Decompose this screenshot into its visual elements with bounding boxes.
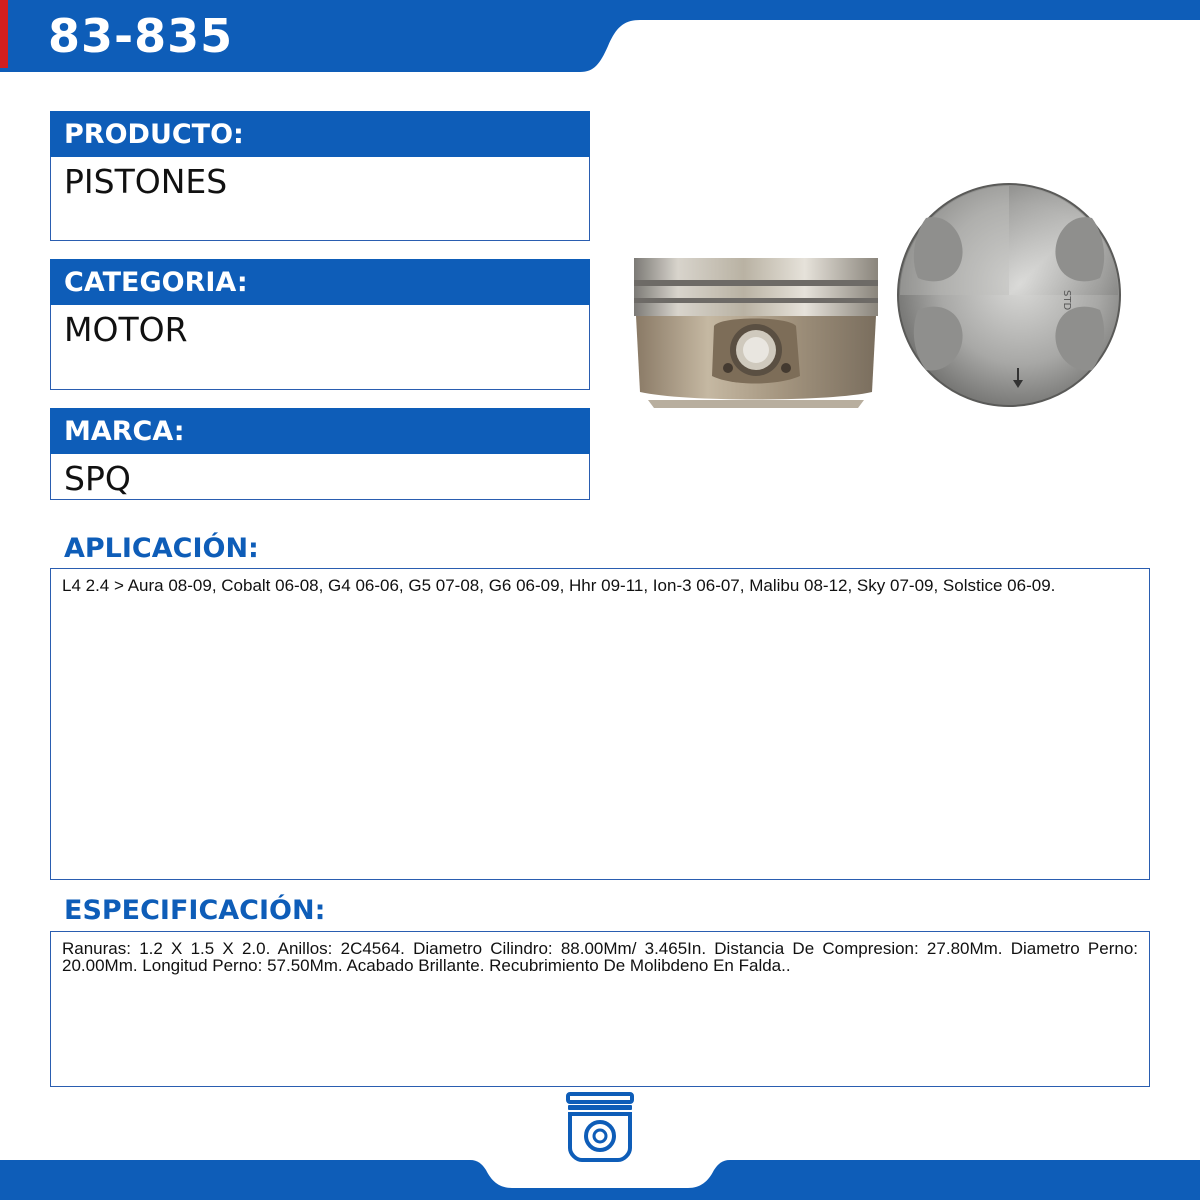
part-number: 83-835 <box>48 9 234 63</box>
especificacion-text: Ranuras: 1.2 X 1.5 X 2.0. Anillos: 2C4564. Diametro Cilindro: 88.00Mm/ 3.465In. Distancia De Compresion: 27.80Mm. Diametro Perno: 20.00Mm. Longitud Perno: 57.50Mm. Acabado Brillante. Recubrimiento De Molibdeno En Falda.. <box>62 939 1138 975</box>
header-bar <box>0 0 1200 72</box>
field-label-marca: MARCA: <box>50 408 590 454</box>
field-label-producto: PRODUCTO: <box>50 111 590 157</box>
field-value-producto: PISTONES <box>50 157 590 241</box>
piston-top-image <box>896 182 1122 408</box>
category-label: MOTOR <box>570 1161 630 1177</box>
field-marca <box>50 408 590 500</box>
field-value-categoria: MOTOR <box>50 305 590 390</box>
field-producto <box>50 111 590 241</box>
field-value-marca: SPQ <box>50 454 590 500</box>
std-stamp: STD <box>1061 290 1072 311</box>
piston-side-image <box>628 252 884 412</box>
accent-tab <box>0 0 8 68</box>
piston-icon <box>562 1090 638 1162</box>
field-categoria <box>50 259 590 390</box>
especificacion-box <box>50 931 1150 1087</box>
field-label-categoria: CATEGORIA: <box>50 259 590 305</box>
aplicacion-text: L4 2.4 > Aura 08-09, Cobalt 06-08, G4 06-06, G5 07-08, G6 06-09, Hhr 09-11, Ion-3 06-07, Malibu 08-12, Sky 07-09, Solstice 06-09. <box>62 576 1056 595</box>
aplicacion-box <box>50 568 1150 880</box>
especificacion-title: ESPECIFICACIÓN: <box>64 895 326 926</box>
aplicacion-title: APLICACIÓN: <box>64 533 259 564</box>
